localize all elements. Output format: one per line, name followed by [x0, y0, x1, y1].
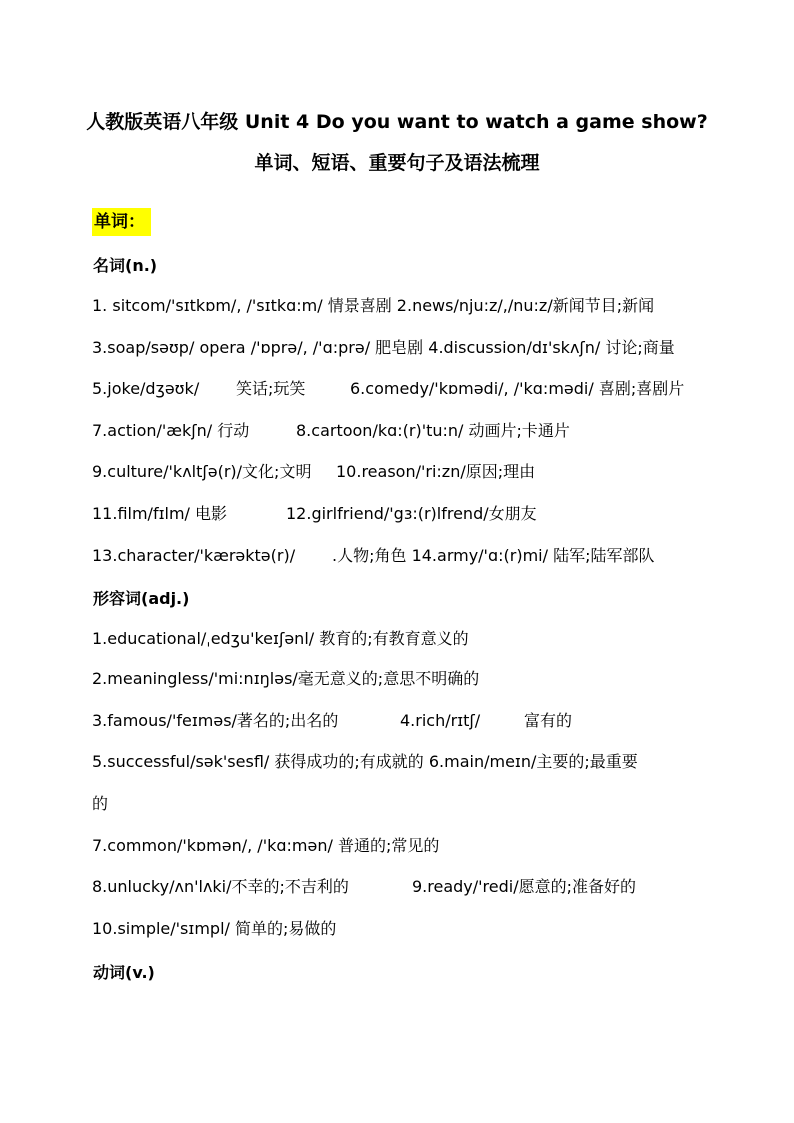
vocab-entry: 5.successful/sək'sesfl/ 获得成功的;有成就的 6.main/meɪn/主要的;最重要 [92, 752, 638, 771]
document-title: 人教版英语八年级 Unit 4 Do you want to watch a game show? [86, 111, 708, 133]
vocab-entry: 1. sitcom/'sɪtkɒm/, /'sɪtkɑ:m/ 情景喜剧 2.news/nju:z/,/nu:z/新闻节目;新闻 [92, 296, 655, 315]
vocab-entry: 5.joke/dʒəʊk/ [92, 379, 200, 398]
vocab-meaning: 的 [92, 794, 109, 813]
vocab-entry: 7.action/'ækʃn/ 行动 [92, 421, 250, 440]
vocab-entry: 7.common/'kɒmən/, /'kɑ:mən/ 普通的;常见的 [92, 836, 440, 855]
vocab-entry: 11.film/fɪlm/ 电影 [92, 504, 228, 523]
vocab-entry: 9.culture/'kʌltʃə(r)/文化;文明 [92, 462, 312, 481]
vocab-entry: 13.character/'kærəktə(r)/ [92, 546, 296, 565]
vocab-entry: 4.rich/rɪtʃ/ [400, 711, 481, 730]
vocab-entry: 3.soap/səʊp/ opera /'ɒprə/, /'ɑ:prə/ 肥皂剧 4.discussion/dɪ'skʌʃn/ 讨论;商量 [92, 338, 675, 357]
vocab-entry: 1.educational/ˌedʒu'keɪʃənl/ 教育的;有教育意义的 [92, 629, 469, 648]
nouns-heading: 名词(n.) [93, 256, 158, 275]
vocab-meaning: 笑话;玩笑 [236, 379, 306, 398]
vocab-entry: 8.unlucky/ʌn'lʌki/不幸的;不吉利的 [92, 877, 349, 896]
vocab-entry: 2.meaningless/'mi:nɪŋləs/毫无意义的;意思不明确的 [92, 669, 480, 688]
vocab-entry: 6.comedy/'kɒmədi/, /'kɑ:mədi/ 喜剧;喜剧片 [350, 379, 685, 398]
verbs-heading: 动词(v.) [93, 963, 155, 982]
vocab-entry: 10.simple/'sɪmpl/ 简单的;易做的 [92, 919, 337, 938]
section-vocabulary-label: 单词： [92, 208, 151, 236]
vocab-entry: .人物;角色 14.army/'ɑ:(r)mi/ 陆军;陆军部队 [332, 546, 655, 565]
vocab-entry: 9.ready/'redi/愿意的;准备好的 [412, 877, 637, 896]
vocab-entry: 10.reason/'ri:zn/原因;理由 [336, 462, 536, 481]
document-subtitle: 单词、短语、重要句子及语法梳理 [254, 152, 540, 174]
adjectives-heading: 形容词(adj.) [93, 589, 190, 608]
vocab-entry: 8.cartoon/kɑ:(r)'tu:n/ 动画片;卡通片 [296, 421, 570, 440]
vocab-meaning: 富有的 [524, 711, 573, 730]
vocab-entry: 3.famous/'feɪməs/著名的;出名的 [92, 711, 339, 730]
vocab-entry: 12.girlfriend/'gɜ:(r)lfrend/女朋友 [286, 504, 537, 523]
